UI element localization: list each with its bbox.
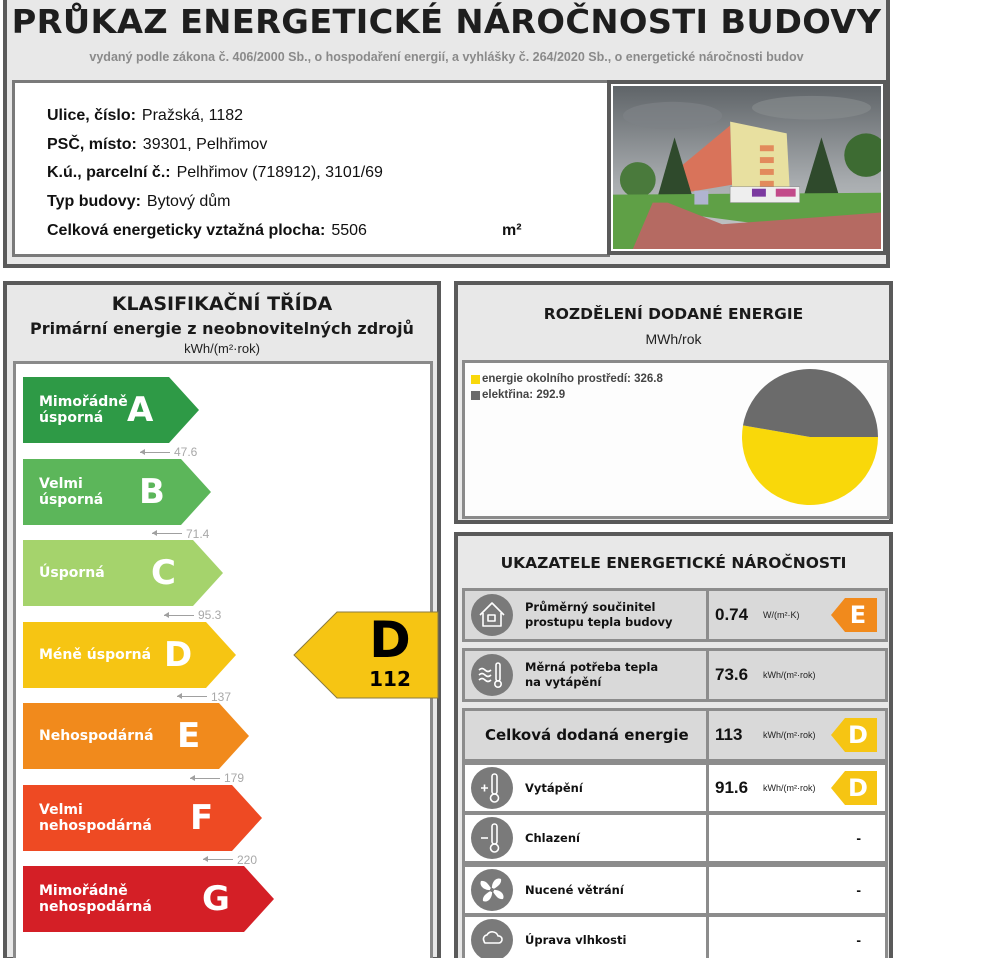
threshold-arrow-icon	[177, 696, 207, 697]
indicator-label-cell	[465, 711, 709, 759]
legal-subtitle: vydaný podle zákona č. 406/2000 Sb., o hospodaření energií, a vyhlášky č. 264/2020 Sb., o energetické náročnosti budov	[89, 50, 804, 64]
street-value: Pražská, 1182	[141, 107, 244, 124]
indicator-label-line1: Chlazení	[525, 830, 580, 845]
building-type-row	[47, 193, 231, 211]
indicator-unit: kWh/(m²·rok)	[763, 783, 816, 793]
indicator-value-empty: -	[856, 882, 861, 898]
classification-panel	[3, 281, 441, 958]
indicator-label	[525, 883, 624, 898]
city-value: 39301, Pelhřimov	[142, 136, 268, 153]
class-threshold	[177, 690, 231, 704]
class-band-label-line2: nehospodárná	[39, 899, 152, 915]
class-band-letter: G	[202, 879, 230, 919]
threshold-arrow-icon	[190, 778, 220, 779]
indicator-label	[525, 660, 658, 690]
class-band-label	[39, 622, 151, 688]
class-band-label-line1: Velmi	[39, 801, 83, 818]
current-class-letter: D	[369, 611, 411, 669]
threshold-value: 47.6	[174, 445, 198, 459]
classification-unit: kWh/(m²·rok)	[184, 341, 260, 356]
class-band-g	[23, 866, 274, 932]
class-band-label-line2: nehospodárná	[39, 817, 152, 834]
class-band-letter: B	[139, 471, 165, 512]
street-row	[47, 107, 243, 125]
indicator-row	[462, 864, 888, 916]
pie-chart-box	[462, 360, 890, 519]
indicator-value-empty: -	[856, 830, 861, 846]
energy-split-panel	[454, 281, 893, 524]
class-threshold	[152, 527, 209, 541]
class-band-letter: C	[151, 553, 176, 593]
indicator-value-cell	[709, 711, 885, 759]
area-row	[47, 222, 567, 240]
indicator-value-cell	[709, 917, 885, 958]
indicator-class-letter: D	[848, 774, 868, 802]
indicators-title: UKAZATELE ENERGETICKÉ NÁROČNOSTI	[500, 554, 847, 572]
class-band-label-line2: úsporná	[39, 491, 104, 508]
indicator-row	[462, 914, 888, 958]
indicator-row	[462, 708, 888, 762]
indicator-label-line1: Průměrný součinitel	[525, 600, 656, 614]
indicator-value: 0.74	[715, 605, 749, 624]
threshold-value: 71.4	[186, 526, 210, 541]
indicator-label	[525, 933, 626, 948]
indicator-label-line1: Celková dodaná energie	[485, 725, 689, 744]
class-band-letter: A	[127, 390, 154, 430]
legend-item-electricity	[471, 387, 663, 403]
class-band-c	[23, 540, 223, 606]
indicator-label	[485, 725, 689, 744]
threshold-value: 137	[211, 689, 232, 704]
legend-item-ambient	[471, 371, 663, 387]
class-band-label-line1: Méně úsporná	[39, 646, 152, 663]
indicator-label-cell	[465, 815, 709, 861]
house-icon	[471, 594, 513, 636]
fan-icon	[471, 869, 513, 911]
class-band-d	[23, 622, 236, 688]
indicator-unit: W/(m²·K)	[763, 610, 800, 620]
street-label: Ulice, číslo:	[47, 107, 136, 124]
threshold-value: 220	[237, 852, 258, 867]
indicator-value: 73.6	[715, 665, 749, 684]
indicator-label-line1: Úprava vlhkosti	[525, 932, 627, 947]
area-label: Celková energeticky vztažná plocha:	[47, 222, 326, 239]
indicator-label-line1: Vytápění	[525, 780, 583, 795]
indicators-panel	[454, 532, 893, 958]
indicator-class-badge	[831, 771, 877, 805]
indicator-class-letter: E	[849, 601, 867, 629]
class-band-label-line1: Velmi	[39, 475, 83, 492]
city-label: PSČ, místo:	[47, 136, 137, 153]
class-band-letter: E	[177, 716, 201, 756]
indicator-label	[525, 781, 583, 796]
indicator-class-letter: D	[848, 721, 868, 749]
building-photo-frame	[607, 80, 887, 255]
threshold-arrow-icon	[140, 452, 170, 453]
class-band-label	[39, 377, 128, 443]
indicator-unit: kWh/(m²·rok)	[763, 670, 816, 680]
indicator-label	[525, 831, 580, 846]
indicator-label-cell	[465, 917, 709, 958]
building-info-box	[12, 80, 610, 257]
class-band-label	[39, 459, 103, 525]
energy-split-unit: MWh/rok	[645, 331, 702, 347]
legend-swatch-electricity	[471, 391, 480, 400]
indicator-row	[462, 648, 888, 702]
classification-title: KLASIFIKAČNÍ TŘÍDA	[111, 293, 333, 315]
threshold-value: 95.3	[198, 608, 222, 622]
building-type-value: Bytový dům	[146, 193, 231, 210]
building-photo	[613, 86, 881, 249]
indicator-row	[462, 588, 888, 642]
area-unit: m²	[502, 222, 522, 239]
indicator-label-cell	[465, 651, 709, 699]
indicator-row	[462, 762, 888, 814]
parcel-row	[47, 164, 383, 182]
pie-slice-ambient-energy	[742, 425, 878, 505]
class-band-letter: D	[164, 634, 193, 675]
indicator-row	[462, 812, 888, 864]
heating-icon	[471, 767, 513, 809]
class-band-e	[23, 703, 249, 769]
class-band-label-line2: úsporná	[39, 410, 104, 426]
class-band-label	[39, 866, 152, 932]
current-class-marker	[293, 611, 439, 699]
indicator-label-line1: Měrná potřeba tepla	[525, 660, 659, 674]
humidity-icon	[471, 919, 513, 958]
chart-legend	[471, 371, 663, 403]
page-title: PRŮKAZ ENERGETICKÉ NÁROČNOSTI BUDOVY	[11, 2, 882, 41]
energy-split-title: ROZDĚLENÍ DODANÉ ENERGIE	[543, 305, 804, 323]
class-band-a	[23, 377, 199, 443]
class-band-label	[39, 540, 105, 606]
city-row	[47, 136, 267, 154]
threshold-value: 179	[224, 771, 245, 785]
class-threshold	[190, 771, 244, 785]
area-value: 5506	[331, 222, 367, 239]
class-threshold	[140, 445, 197, 459]
legend-label-ambient: energie okolního prostředí: 326.8	[482, 373, 663, 385]
class-threshold	[203, 853, 257, 867]
indicator-label	[525, 600, 673, 630]
indicator-class-badge	[831, 598, 877, 632]
class-band-label-line1: Úsporná	[39, 565, 105, 581]
indicator-unit: kWh/(m²·rok)	[763, 730, 816, 740]
classification-subtitle: Primární energie z neobnovitelných zdrojů	[30, 319, 414, 338]
legend-swatch-ambient	[471, 375, 480, 384]
indicator-value-cell	[709, 651, 885, 699]
threshold-arrow-icon	[152, 533, 182, 534]
heat-demand-icon	[471, 654, 513, 696]
current-class-value: 112	[369, 667, 411, 691]
parcel-value: Pelhřimov (718912), 3101/69	[176, 164, 383, 181]
class-band-label	[39, 703, 154, 769]
class-band-b	[23, 459, 211, 525]
parcel-label: K.ú., parcelní č.:	[47, 164, 171, 181]
indicator-label-cell	[465, 867, 709, 913]
class-band-label	[39, 785, 152, 851]
class-band-label-line1: Nehospodárná	[39, 728, 154, 744]
indicator-label-line1: Nucené větrání	[525, 882, 624, 897]
indicator-value-cell	[709, 867, 885, 913]
indicator-label-line2: na vytápění	[525, 675, 602, 689]
energy-class-scale	[13, 361, 433, 958]
cooling-icon	[471, 817, 513, 859]
legend-label-electricity: elektřina: 292.9	[482, 389, 566, 401]
indicator-value: 91.6	[715, 778, 749, 797]
indicator-value-empty: -	[856, 932, 861, 948]
class-band-label-line1: Mimořádně	[39, 394, 128, 410]
indicator-label-cell	[465, 591, 709, 639]
class-band-f	[23, 785, 262, 851]
threshold-arrow-icon	[164, 615, 194, 616]
certificate-header	[3, 0, 890, 268]
class-band-letter: F	[190, 797, 214, 838]
indicator-value-cell	[709, 591, 885, 639]
indicator-label-cell	[465, 765, 709, 811]
pie-slice-electricity	[743, 369, 878, 437]
class-threshold	[164, 608, 221, 622]
pie-chart	[740, 367, 880, 507]
indicator-value-cell	[709, 815, 885, 861]
indicator-label-line2: prostupu tepla budovy	[525, 615, 673, 629]
threshold-arrow-icon	[203, 859, 233, 860]
indicator-value: 113	[715, 725, 743, 744]
class-band-label-line1: Mimořádně	[39, 883, 128, 899]
indicator-value-cell	[709, 765, 885, 811]
indicator-class-badge	[831, 718, 877, 752]
building-type-label: Typ budovy:	[47, 193, 141, 210]
